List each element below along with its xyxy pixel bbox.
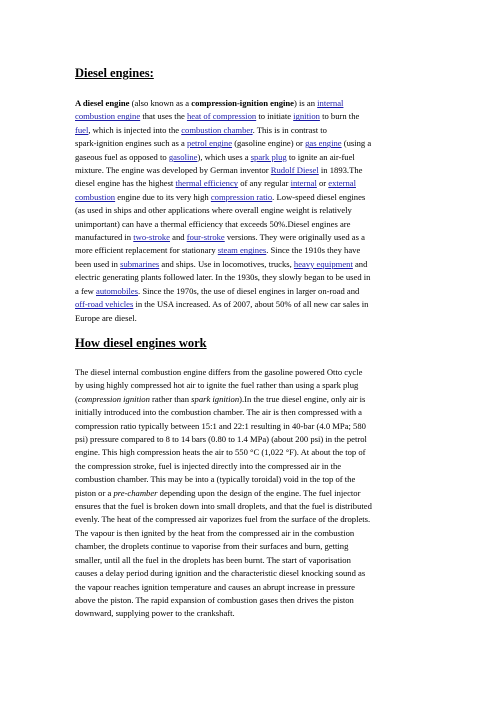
text-line (75, 527, 427, 540)
text-line (75, 420, 427, 433)
hyperlink[interactable]: compression ratio (210, 191, 273, 202)
text-line (75, 312, 427, 325)
paragraph-intro (75, 97, 427, 325)
text-line (75, 500, 427, 513)
text-run: ) is an (294, 98, 318, 108)
text-line (75, 487, 427, 500)
text-run: that uses the (140, 111, 187, 122)
text-run: . Since the 1910s they have (266, 245, 361, 256)
text-run: initially introduced into the combustion chamber. The air is then compressed with a (75, 407, 362, 418)
text-run: . This is in contrast to (252, 124, 327, 135)
text-line (75, 285, 427, 298)
text-run: in 1893.The (318, 165, 363, 176)
text-line (75, 567, 427, 580)
text-run: smaller, until all the fuel in the droplets has been burnt. The start of vaporisation (75, 554, 351, 565)
text-line (75, 151, 427, 164)
text-run: to initiate (256, 111, 294, 122)
hyperlink[interactable]: submarines (120, 258, 160, 269)
text-line (75, 244, 427, 257)
text-run: in the USA increased. As of 2007, about 50% of all new car sales in (133, 299, 369, 310)
hyperlink[interactable]: spark plug (250, 151, 287, 162)
hyperlink[interactable]: fuel (75, 124, 89, 135)
text-run: and (352, 258, 368, 269)
bold-term: compression-ignition engine (191, 98, 295, 108)
hyperlink[interactable]: combustion chamber (181, 124, 253, 135)
text-run: engine. This high compression heats the air to 550 °C (1,022 °F). At about the top of (75, 447, 366, 458)
text-run: by using highly compressed hot air to ignite the fuel rather than using a spark plug (75, 380, 359, 391)
text-run: spark-ignition engines such as a (75, 138, 187, 149)
text-run: (gasoline engine) or (232, 138, 306, 149)
text-line (75, 607, 427, 620)
text-line (75, 137, 427, 150)
hyperlink[interactable]: petrol engine (186, 138, 233, 149)
hyperlink[interactable]: two-stroke (133, 232, 170, 243)
text-run: or (316, 178, 329, 189)
text-run: versions. They were originally used as a (224, 232, 365, 243)
text-line (75, 298, 427, 311)
paragraph-how-it-works (75, 366, 427, 621)
hyperlink[interactable]: internal (290, 178, 317, 189)
text-run: (as used in ships and other applications where overall engine weight is relatively (75, 205, 352, 216)
text-run: The vapour is then ignited by the heat from the compressed air in the combustion (75, 527, 355, 538)
italic-term: pre-chamber (113, 487, 158, 498)
text-line (75, 433, 427, 446)
text-run: The diesel internal combustion engine differs from the gasoline powered Otto cycle (75, 367, 363, 377)
text-run: gaseous fuel as opposed to (75, 151, 169, 162)
text-run: to ignite an air-fuel (286, 151, 355, 162)
text-run: chamber, the droplets continue to vaporise from their surfaces and burn, getting (75, 541, 349, 552)
text-run: compression ratio typically between 15:1 and 22:1 resulting in 40-bar (4.0 MPa; 580 (75, 420, 366, 431)
text-line (75, 271, 427, 284)
hyperlink[interactable]: gasoline (168, 151, 198, 162)
text-line (75, 406, 427, 419)
text-line (75, 554, 427, 567)
text-run: ).In the true diesel engine, only air is (239, 393, 366, 404)
hyperlink[interactable]: automobiles (96, 285, 139, 296)
text-run: electric generating plants followed later. In the 1930s, they slowly began to be used in (75, 272, 371, 283)
text-run: above the piston. The rapid expansion of combustion gases then drives the piston (75, 594, 354, 605)
text-run: , which is injected into the (88, 124, 182, 135)
text-run: piston or a (75, 487, 114, 498)
text-line (75, 460, 427, 473)
hyperlink[interactable]: ignition (293, 111, 320, 122)
text-run: . Low-speed diesel engines (272, 191, 366, 202)
text-run: rather than (149, 393, 192, 404)
text-run: (also known as a (129, 98, 192, 108)
text-line (75, 204, 427, 217)
heading-diesel-engines: Diesel engines: (75, 66, 154, 80)
text-run: evenly. The heat of the compressed air vaporizes fuel from the surface of the droplets. (75, 514, 371, 525)
text-run: manufactured in (75, 232, 134, 243)
text-line (75, 540, 427, 553)
text-run: diesel engine has the highest (75, 178, 176, 189)
text-run: depending upon the design of the engine. The fuel injector (157, 487, 361, 498)
text-run: ensures that the fuel is broken down into small droplets, and that the fuel is distributed (75, 501, 372, 512)
text-line (75, 218, 427, 231)
text-line (75, 594, 427, 607)
hyperlink[interactable]: four-stroke (186, 232, 225, 243)
text-run: to burn the (319, 111, 360, 122)
text-line (75, 473, 427, 486)
text-run: psi) pressure compared to 8 to 14 bars (0.80 to 1.4 MPa) (about 200 psi) in the petrol (75, 434, 367, 445)
hyperlink[interactable]: thermal efficiency (175, 178, 239, 189)
text-line (75, 581, 427, 594)
text-run: and ships. Use in locomotives, trucks, (159, 258, 294, 269)
text-line (75, 177, 427, 190)
heading-how-diesel-engines-work: How diesel engines work (75, 336, 207, 350)
text-line (75, 366, 427, 379)
text-line (75, 110, 427, 123)
hyperlink[interactable]: combustion engine (75, 111, 141, 122)
text-run: more efficient replacement for stationary (75, 245, 218, 256)
text-line (75, 393, 427, 406)
text-run: the vapour reaches ignition temperature and causes an abrupt increase in pressure (75, 581, 355, 592)
text-run: . Since the 1970s, the use of diesel engines in larger on-road and (138, 285, 360, 296)
hyperlink[interactable]: external (328, 178, 356, 189)
text-line (75, 164, 427, 177)
bold-term: A diesel engine (75, 98, 130, 108)
text-run: mixture. The engine was developed by German inventor (75, 165, 271, 176)
text-run: Europe are diesel. (75, 312, 137, 323)
text-line (75, 231, 427, 244)
text-run: and (170, 232, 187, 243)
hyperlink[interactable]: gas engine (305, 138, 342, 149)
text-run: the compression stroke, fuel is injected directly into the compressed air in the (75, 460, 342, 471)
hyperlink[interactable]: internal (317, 98, 344, 108)
text-line (75, 258, 427, 271)
hyperlink[interactable]: heat of compression (186, 111, 257, 122)
text-run: a few (75, 285, 96, 296)
hyperlink[interactable]: combustion (75, 191, 116, 202)
text-line (75, 97, 427, 110)
text-line (75, 513, 427, 526)
text-run: causes a delay period during ignition and the characteristic diesel knocking sound as (75, 568, 366, 579)
text-run: unimportant) can have a thermal efficiency that exceeds 50%.Diesel engines are (75, 218, 351, 229)
hyperlink[interactable]: steam engines (217, 245, 267, 256)
text-run: been used in (75, 258, 121, 269)
italic-term: spark ignition (191, 393, 240, 404)
hyperlink[interactable]: off-road vehicles (75, 299, 134, 310)
text-run: combustion chamber. This may be into a (typically toroidal) void in the top of the (75, 474, 356, 485)
text-run: engine due to its very high (115, 191, 211, 202)
text-run: of any regular (238, 178, 291, 189)
text-run: (using a (341, 138, 372, 149)
text-line (75, 379, 427, 392)
italic-term: compression ignition (77, 393, 150, 404)
text-run: ( (75, 393, 78, 404)
hyperlink[interactable]: heavy equipment (293, 258, 353, 269)
text-line (75, 446, 427, 459)
text-run: ), which uses a (197, 151, 251, 162)
text-line (75, 191, 427, 204)
text-run: downward, supplying power to the crankshaft. (75, 608, 235, 619)
text-line (75, 124, 427, 137)
hyperlink[interactable]: Rudolf Diesel (270, 165, 319, 176)
